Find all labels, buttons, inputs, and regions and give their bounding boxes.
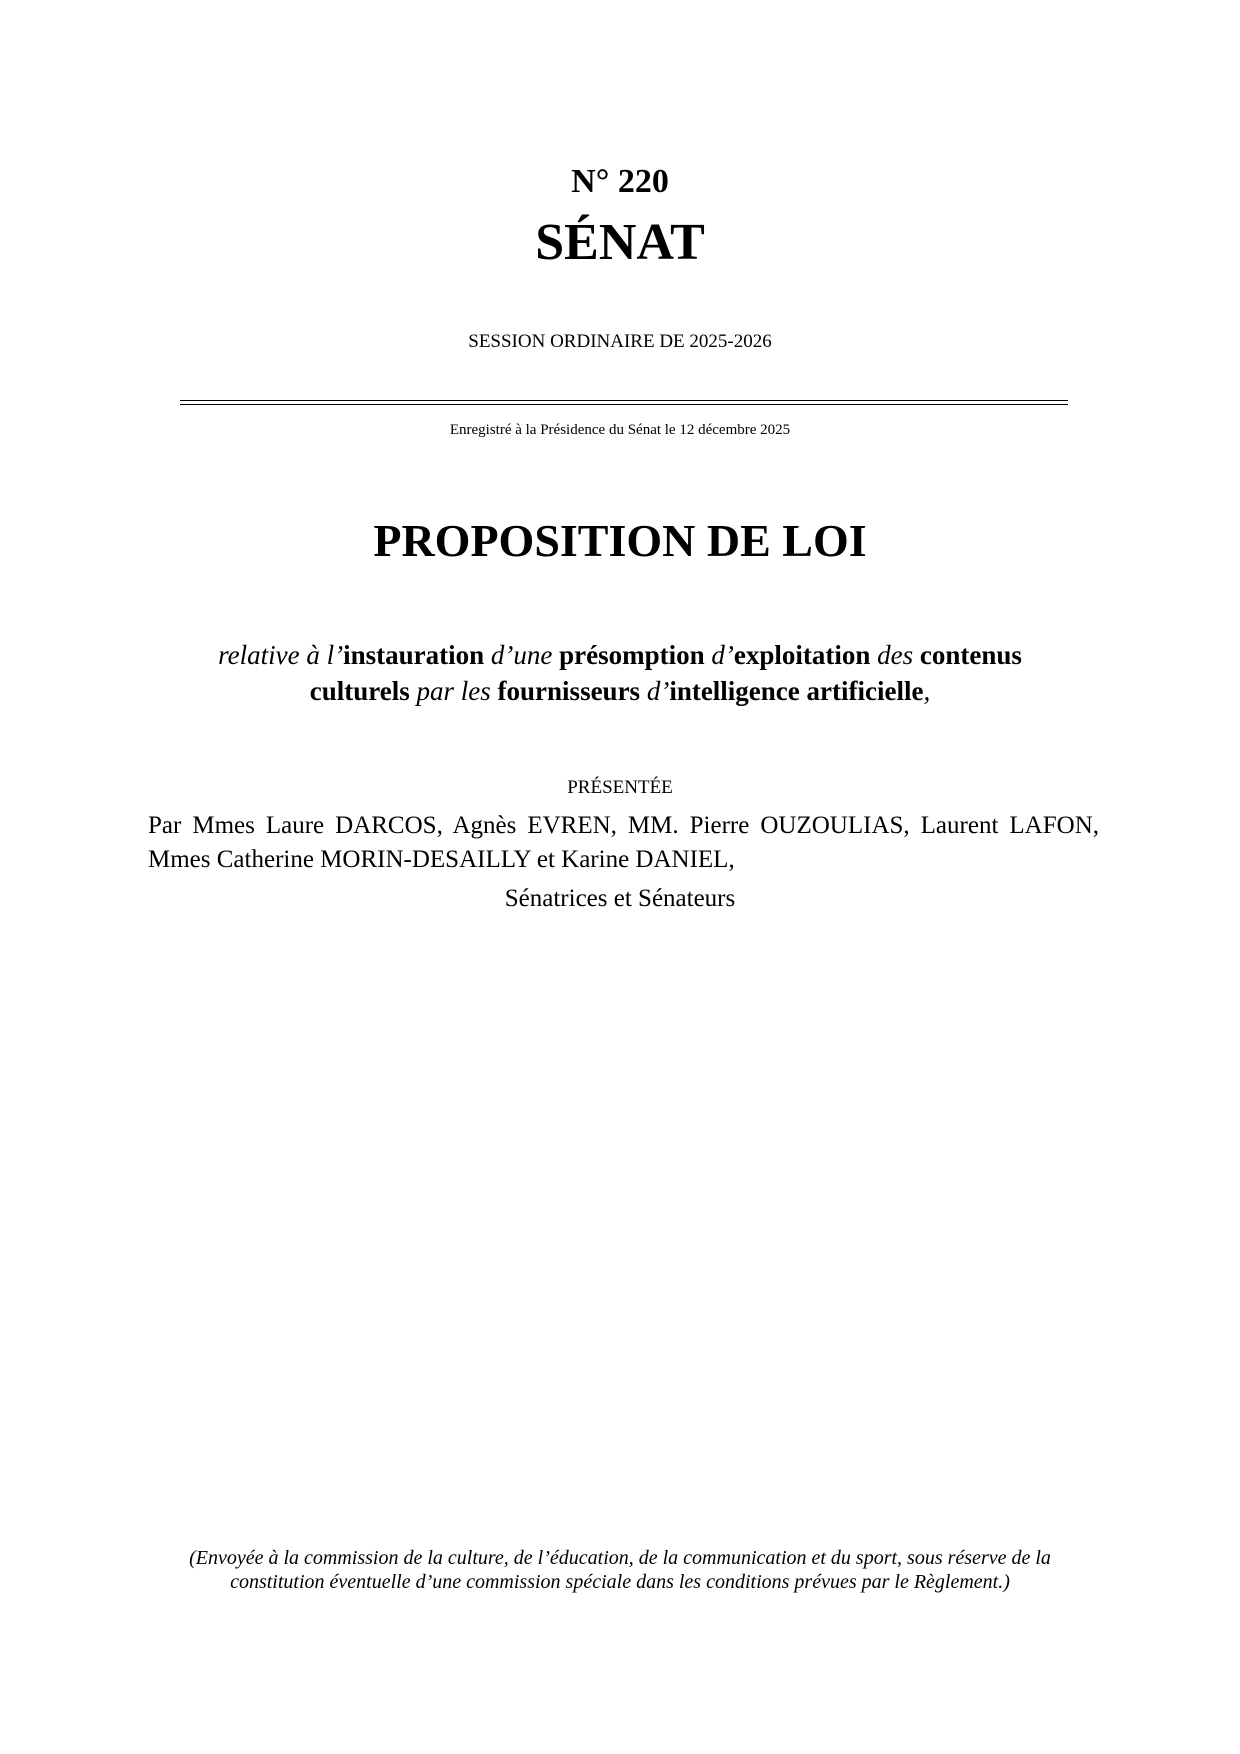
- subject-part: d’: [704, 640, 734, 670]
- document-type-title: PROPOSITION DE LOI: [373, 515, 867, 566]
- authors-line: Par Mmes Laure DARCOS, Agnès EVREN, MM. Pierre OUZOULIAS, Laurent LAFON,: [148, 812, 1099, 839]
- subject-part: instauration: [343, 640, 485, 670]
- subject-part: intelligence artificielle: [669, 676, 924, 706]
- subject-part: d’: [640, 676, 670, 706]
- subject-part: des: [870, 640, 920, 670]
- subject-part: relative à l’: [218, 640, 344, 670]
- registration-date: Enregistré à la Présidence du Sénat le 12 décembre 2025: [449, 422, 791, 438]
- authors-role: Sénatrices et Sénateurs: [504, 885, 736, 912]
- subject-part: fournisseurs: [497, 676, 641, 706]
- presented-label: PRÉSENTÉE: [567, 777, 673, 798]
- subject-part: contenus culturels: [309, 640, 1022, 706]
- authors-line: Mmes Catherine MORIN-DESAILLY et Karine DANIEL,: [148, 846, 735, 873]
- document-number: N° 220: [571, 163, 669, 200]
- subject-part: ,: [923, 676, 931, 706]
- session-label: SESSION ORDINAIRE DE 2025-2026: [468, 331, 772, 352]
- referral-line: (Envoyée à la commission de la culture, de l’éducation, de la communication et du sport, sous réserve de la: [189, 1547, 1051, 1569]
- double-rule-divider: [180, 400, 1068, 405]
- referral-line: constitution éventuelle d’une commission spéciale dans les conditions prévues par le Règlement.): [230, 1571, 1010, 1593]
- authors-list: [148, 809, 1099, 877]
- subject-part: exploitation: [733, 640, 871, 670]
- subject-title: [170, 637, 1070, 709]
- committee-referral-note: [150, 1546, 1090, 1594]
- subject-part: par les: [409, 676, 498, 706]
- subject-part: d’une: [484, 640, 560, 670]
- chamber-title: SÉNAT: [535, 214, 705, 271]
- subject-part: présomption: [559, 640, 705, 670]
